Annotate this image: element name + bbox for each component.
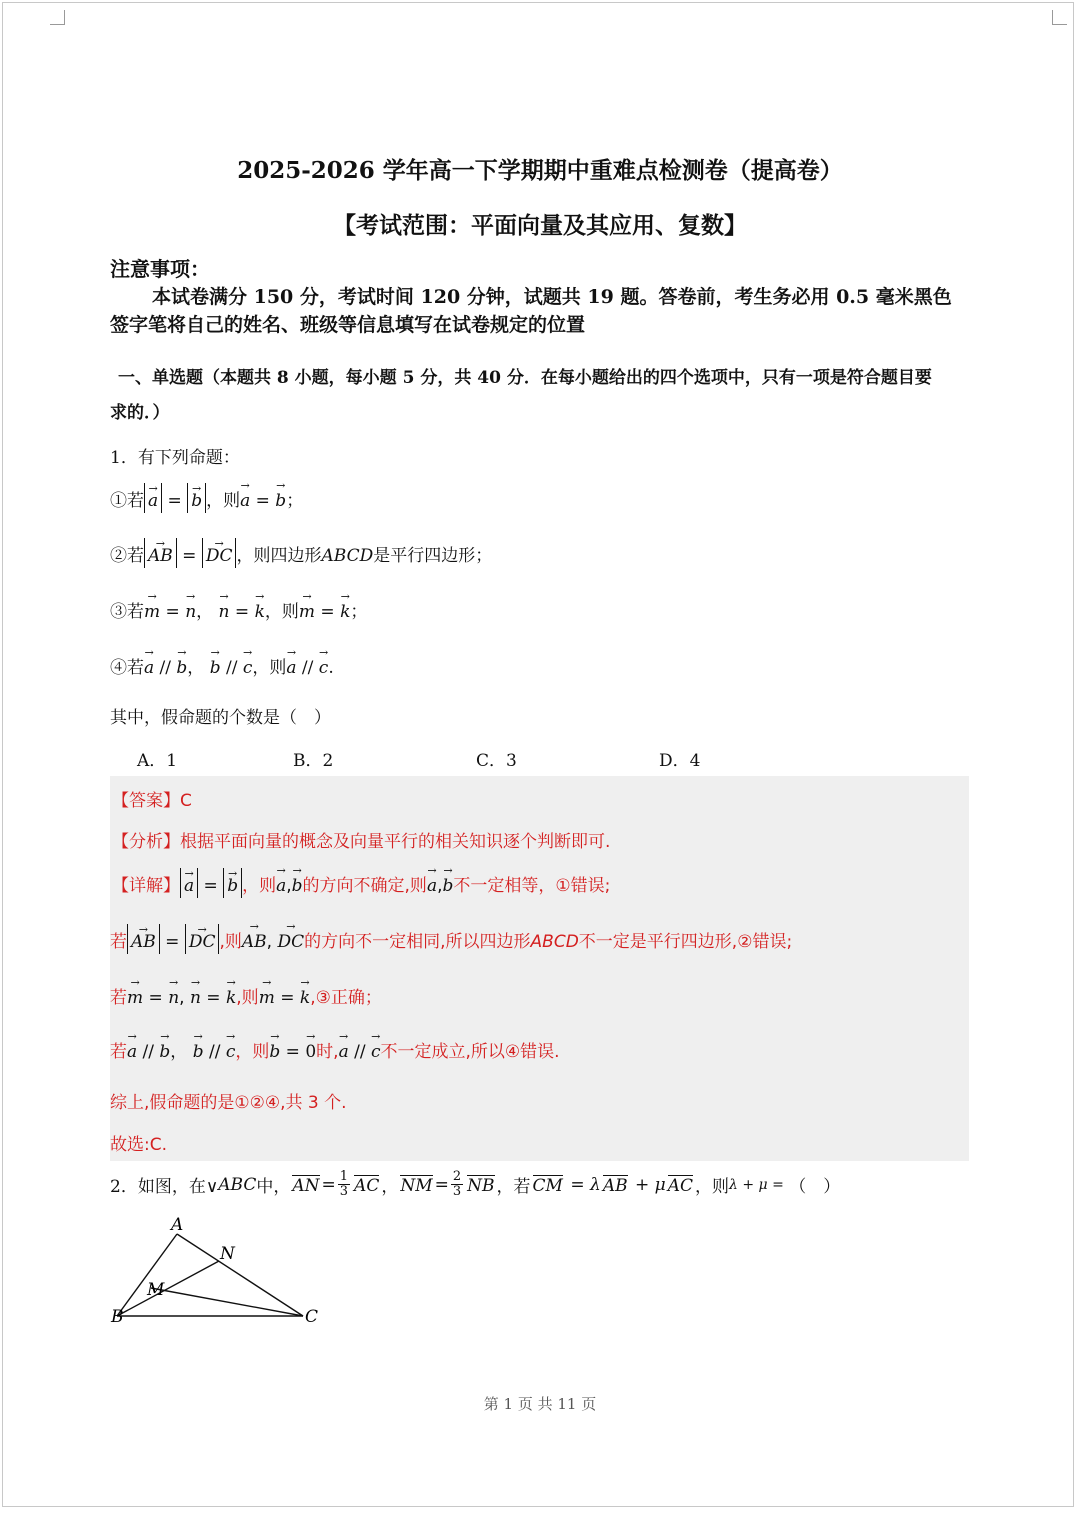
option-d: D．4 (659, 751, 701, 771)
notice-line-2: 签字笔将自己的姓名、班级等信息填写在试卷规定的位置 (110, 314, 586, 336)
detail-2-mid: ,则 (219, 932, 242, 952)
q2-mid: 中， (256, 1177, 291, 1197)
crop-mark-right (1052, 10, 1067, 25)
prop4-prefix: ④若 (110, 658, 144, 678)
abs-AB: → AB (144, 538, 177, 568)
abs-a: → a (180, 868, 198, 898)
answer-value: C (180, 791, 192, 811)
prop2-tail: 是平行四边形； (373, 546, 493, 566)
section-heading-cont: 求的．） (110, 403, 170, 423)
q1-prop-1: ①若→ a = → b ，则→ a = → b； (110, 483, 303, 513)
analysis-line (112, 827, 610, 852)
label-M: M (147, 1280, 165, 1300)
q2-prefix: 2．如图，在∨ (110, 1177, 219, 1197)
detail-2-text: 的方向不一定相同,所以四边形 (304, 932, 531, 952)
prop1-then: ，则 (206, 491, 241, 511)
abs-b: → b (187, 483, 206, 513)
q1-prop-4: ④若→ a // → b， → b // → c，则→ a // → c. (110, 652, 334, 678)
frac-1-3 (338, 1170, 350, 1199)
q1-prop-2: ②若→ AB = → DC ，则四边形ABCD是平行四边形； (110, 538, 492, 568)
abs-DC: → DC (185, 924, 220, 954)
detail-4-end: 不一定成立,所以④错误. (380, 1042, 560, 1062)
answer-line (112, 786, 192, 811)
notice-label: 注意事项： (110, 257, 210, 281)
q1-prop-3: ③若→ m = → n， → n = → k，则→ m = → k； (110, 596, 367, 622)
triangle-figure (105, 1212, 335, 1337)
detail-4-when: 时, (316, 1042, 339, 1062)
detail-tag: 【详解】 (112, 876, 180, 896)
detail-1-end: 不一定相等，①错误; (453, 876, 611, 896)
detail-4-mid: ，则 (235, 1042, 270, 1062)
segment-MC (151, 1288, 303, 1316)
vec-AB: AB (602, 1175, 628, 1196)
vec-AC2: AC (667, 1175, 694, 1196)
crop-mark-left (50, 10, 65, 25)
q1-stem: 1．有下列命题： (110, 448, 240, 468)
detail-3-mid: ,则 (236, 988, 259, 1008)
prop1-prefix: ①若 (110, 491, 144, 511)
detail-2-abcd: ABCD (530, 932, 579, 952)
prop2-prefix: ②若 (110, 546, 144, 566)
detail-3-end: ,③正确； (310, 988, 382, 1008)
q2-tail: ，则 (695, 1177, 730, 1197)
detail-line-3: 若→ m = → n, → n = → k,则→ m = → k,③正确； (110, 982, 382, 1008)
q2-blank: （ ） (789, 1177, 841, 1197)
vec-NB: NB (467, 1175, 495, 1196)
notice-line-1: 本试卷满分 150 分，考试时间 120 分钟，试题共 19 题。答卷前，考生务必用 0.5 毫米黑色 (152, 286, 952, 308)
page-title: 2025-2026 学年高一下学期期中重难点检测卷（提高卷） (237, 157, 843, 184)
section-heading: 一、单选题（本题共 8 小题，每小题 5 分，共 40 分．在每小题给出的四个选项中，只有一项是符合题目要 (118, 368, 932, 388)
option-a: A．1 (137, 751, 178, 771)
detail-3-prefix: 若 (110, 988, 127, 1008)
detail-2-end: 不一定是平行四边形,②错误; (578, 932, 793, 952)
option-c: C．3 (476, 751, 517, 771)
page-subtitle: 【考试范围：平面向量及其应用、复数】 (333, 212, 747, 239)
prop3-then: ，则 (264, 602, 299, 622)
q2-abc: ABC (218, 1174, 257, 1195)
answer-tag: 【答案】 (112, 791, 180, 811)
q2-lambda-mu: λ + μ = (729, 1176, 784, 1193)
analysis-tag: 【分析】 (112, 832, 180, 852)
label-N: N (220, 1244, 235, 1264)
vec-NM: NM (400, 1175, 433, 1196)
q2-sep2: ，若 (496, 1177, 531, 1197)
frac2-den: 3 (452, 1184, 462, 1199)
conclusion-line: 故选:C. (110, 1135, 168, 1155)
q2-stem: 2．如图，在∨ ABC 中， AN = $\frac{1}{3}$ AC ， NM = $\frac{2}{3}$ NB ，若 CM = λ AB + μ AC ，则 λ + μ = （ ） (110, 1169, 841, 1199)
frac-2-3 (451, 1170, 463, 1199)
detail-line-4: 若→ a // → b， → b // → c，则→ b = → 0时,→ a // → c不一定成立,所以④错误. (110, 1036, 560, 1062)
label-B: B (111, 1307, 124, 1327)
detail-1-mid: ，则 (242, 876, 277, 896)
q1-question: 其中，假命题的个数是（ ） (110, 708, 331, 728)
detail-line-2: 若→ AB = → DC ,则→ AB, → DC的方向不一定相同,所以四边形ABCD不一定是平行四边形,②错误; (110, 924, 792, 954)
detail-line-1: 【详解】→ a = → b ，则→ a,→ b的方向不确定,则→ a,→ b不一定相等，①错误; (112, 868, 610, 898)
prop3-prefix: ③若 (110, 602, 144, 622)
frac2-num: 2 (452, 1169, 462, 1184)
label-A: A (171, 1215, 184, 1235)
q2-sep1: ， (381, 1177, 399, 1197)
option-b: B．2 (293, 751, 334, 771)
vec-AN: AN (292, 1175, 320, 1196)
frac1-den: 3 (339, 1184, 349, 1199)
vec-AC: AC (354, 1175, 380, 1196)
detail-4-prefix: 若 (110, 1042, 127, 1062)
summary-line: 综上,假命题的是①②④,共 3 个. (110, 1093, 347, 1113)
abs-a: → a (144, 483, 162, 513)
prop2-abcd: ABCD (321, 546, 374, 566)
analysis-text: 根据平面向量的概念及向量平行的相关知识逐个判断即可. (180, 832, 611, 852)
prop4-then: ，则 (252, 658, 287, 678)
abs-AB: → AB (127, 924, 160, 954)
label-C: C (305, 1307, 319, 1327)
frac1-num: 1 (339, 1169, 349, 1184)
prop2-text: ，则四边形 (236, 546, 322, 566)
segment-NB (117, 1261, 219, 1316)
abs-b: → b (223, 868, 242, 898)
abs-DC: → DC (202, 538, 237, 568)
page-footer: 第 1 页 共 11 页 (483, 1395, 597, 1413)
detail-2-prefix: 若 (110, 932, 127, 952)
detail-1-tail: 的方向不确定,则 (302, 876, 427, 896)
vec-CM: CM (532, 1175, 563, 1196)
edge-AB (117, 1234, 177, 1316)
